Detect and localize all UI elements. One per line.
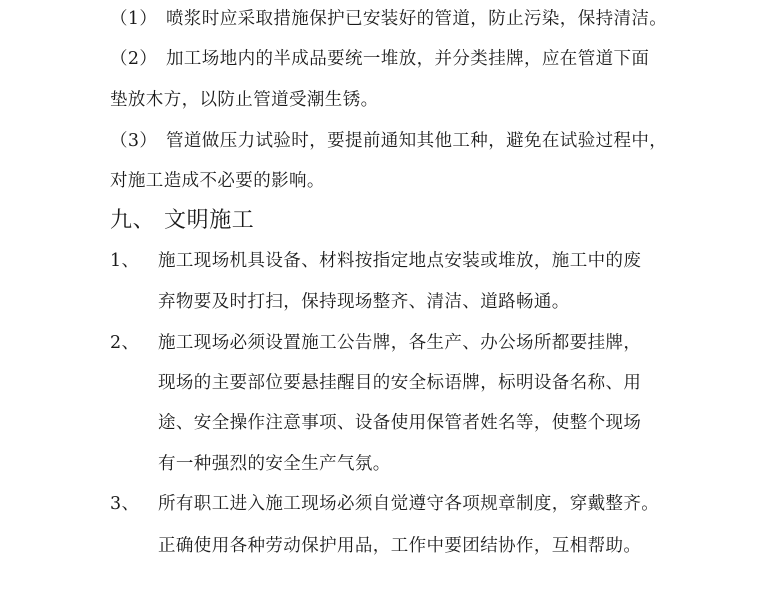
list-text: 有一种强烈的安全生产气氛。 (158, 454, 391, 474)
list-item-1-line-2 (158, 291, 570, 313)
list-text: 弃物要及时打扫，保持现场整齐、清洁、道路畅通。 (158, 292, 570, 312)
list-text: 施工现场必须设置施工公告牌，各生产、办公场所都要挂牌， (158, 333, 642, 353)
list-item-1-line-1 (110, 250, 641, 272)
list-text: 正确使用各种劳动保护用品，工作中要团结协作，互相帮助。 (158, 536, 642, 556)
list-number: 2、 (110, 333, 140, 353)
list-item-2-line-4 (158, 453, 391, 475)
list-text: 现场的主要部位要悬挂醒目的安全标语牌，标明设备名称、用 (158, 373, 642, 393)
paragraph-3-line-1 (110, 130, 667, 152)
list-item-2-line-3 (158, 412, 641, 434)
paragraph-2-line-1 (110, 48, 649, 70)
list-text: 途、安全操作注意事项、设备使用保管者姓名等，使整个现场 (158, 413, 642, 433)
paragraph-text: 垫放木方，以防止管道受潮生锈。 (110, 90, 379, 110)
paragraph-text: 喷浆时应采取措施保护已安装好的管道，防止污染，保持清洁。 (166, 9, 668, 29)
list-number: 3、 (110, 494, 140, 514)
paragraph-number: （1） (110, 9, 158, 29)
paragraph-1-line-1 (110, 8, 667, 30)
section-number: 九、 (110, 208, 156, 233)
paragraph-2-line-2 (110, 89, 379, 111)
list-item-2-line-2 (158, 372, 641, 394)
section-title: 文明施工 (164, 208, 255, 233)
paragraph-number: （3） (110, 131, 158, 151)
list-number: 1、 (110, 251, 140, 271)
paragraph-3-line-2 (110, 170, 325, 192)
paragraph-text: 管道做压力试验时，要提前通知其他工种，避免在试验过程中， (166, 131, 668, 151)
paragraph-number: （2） (110, 49, 158, 69)
paragraph-text: 加工场地内的半成品要统一堆放，并分类挂牌，应在管道下面 (166, 49, 650, 69)
list-item-3-line-2 (158, 535, 641, 557)
list-item-2-line-1 (110, 332, 641, 354)
list-text: 所有职工进入施工现场必须自觉遵守各项规章制度，穿戴整齐。 (158, 494, 660, 514)
list-text: 施工现场机具设备、材料按指定地点安装或堆放，施工中的废 (158, 251, 642, 271)
section-heading (110, 208, 254, 234)
paragraph-text: 对施工造成不必要的影响。 (110, 171, 325, 191)
list-item-3-line-1 (110, 493, 659, 515)
